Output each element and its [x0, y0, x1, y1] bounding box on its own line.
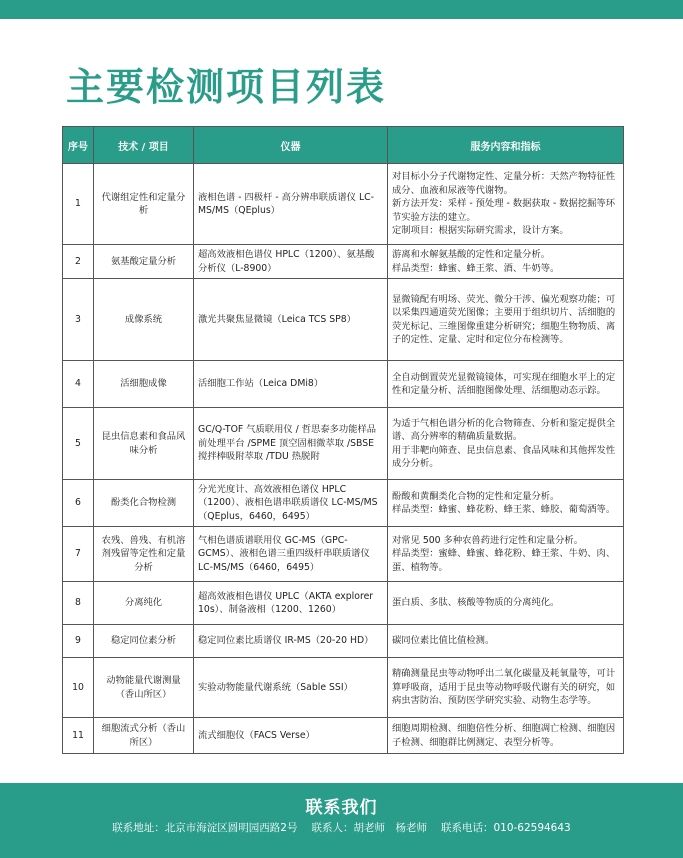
table-row: [63, 164, 624, 245]
footer-address: 联系地址：北京市海淀区圆明园西路2号: [112, 822, 298, 834]
row-service: 对常见 500 多种农兽药进行定性和定量分析。 样品类型：蜜蜂、蜂蜜、蜂花粉、蜂王浆、牛奶、肉、蛋、植物等。: [388, 527, 624, 582]
row-technique: 昆虫信息素和食品风味分析: [94, 408, 194, 480]
table-row: [63, 582, 624, 625]
row-number: 3: [63, 279, 94, 361]
footer-contact: 联系人：胡老师 杨老师: [311, 822, 427, 834]
table-row: [63, 718, 624, 754]
row-number: 11: [63, 718, 94, 754]
row-instrument: 激光共聚焦显微镜（Leica TCS SP8）: [194, 279, 388, 361]
header-service: 服务内容和指标: [388, 127, 624, 164]
table-row: [63, 361, 624, 408]
row-technique: 动物能量代谢测量（香山所区）: [94, 658, 194, 718]
row-instrument: 分光光度计、高效液相色谱仪 HPLC（1200）、液相色谱串联质谱仪 LC-MS/MS（QEplus，6460，6495）: [194, 480, 388, 527]
row-number: 2: [63, 245, 94, 279]
row-technique: 成像系统: [94, 279, 194, 361]
row-instrument: 超高效液相色谱仪 HPLC（1200）、氨基酸分析仪（L-8900）: [194, 245, 388, 279]
row-instrument: 稳定同位素比质谱仪 IR-MS（20-20 HD）: [194, 625, 388, 658]
table-row: [63, 625, 624, 658]
table-header-row: [63, 127, 624, 164]
row-instrument: 液相色谱 - 四极杆 - 高分辨串联质谱仪 LC-MS/MS（QEplus）: [194, 164, 388, 245]
header-tech: 技术 / 项目: [94, 127, 194, 164]
row-number: 9: [63, 625, 94, 658]
footer-info: [0, 820, 683, 835]
row-technique: 农残、兽残、有机溶剂残留等定性和定量分析: [94, 527, 194, 582]
row-service: 精确测量昆虫等动物呼出二氧化碳量及耗氧量等，可计算呼吸商，适用于昆虫等动物呼吸代谢有关的研究，如病虫害防治、预防医学研究实验、动物生态学等。: [388, 658, 624, 718]
contact-footer: [0, 783, 683, 858]
row-instrument: 流式细胞仪（FACS Verse）: [194, 718, 388, 754]
footer-phone: 联系电话：010-62594643: [440, 822, 571, 834]
inspection-items-table: [62, 126, 624, 754]
header-instrument: 仪器: [194, 127, 388, 164]
row-technique: 分离纯化: [94, 582, 194, 625]
row-service: 酚酸和黄酮类化合物的定性和定量分析。 样品类型：蜂蜜、蜂花粉、蜂王浆、蜂胶、葡萄酒等。: [388, 480, 624, 527]
table-row: [63, 527, 624, 582]
row-technique: 代谢组定性和定量分析: [94, 164, 194, 245]
row-service: 为适于气相色谱分析的化合物筛查、分析和鉴定提供全谱、高分辨率的精确质量数据。 用于非靶向筛查、昆虫信息素、食品风味和其他挥发性成分分析。: [388, 408, 624, 480]
row-number: 6: [63, 480, 94, 527]
row-technique: 酚类化合物检测: [94, 480, 194, 527]
row-technique: 活细胞成像: [94, 361, 194, 408]
row-number: 1: [63, 164, 94, 245]
table-row: [63, 480, 624, 527]
row-number: 7: [63, 527, 94, 582]
row-instrument: GC/Q-TOF 气质联用仪 / 哲思泰多功能样品前处理平台 /SPME 顶空固相微萃取 /SBSE 搅拌棒吸附萃取 /TDU 热脱附: [194, 408, 388, 480]
table-row: [63, 658, 624, 718]
row-number: 5: [63, 408, 94, 480]
row-service: 游离和水解氨基酸的定性和定量分析。 样品类型：蜂蜜、蜂王浆、酒、牛奶等。: [388, 245, 624, 279]
row-technique: 细胞流式分析（香山所区）: [94, 718, 194, 754]
row-instrument: 气相色谱质谱联用仪 GC-MS（GPC-GCMS）、液相色谱三重四级杆串联质谱仪 LC-MS/MS（6460，6495）: [194, 527, 388, 582]
table-row: [63, 245, 624, 279]
row-number: 8: [63, 582, 94, 625]
row-instrument: 超高效液相色谱仪 UPLC（AKTA explorer 10s）、制备液相（1200、1260）: [194, 582, 388, 625]
row-instrument: 实验动物能量代谢系统（Sable SSI）: [194, 658, 388, 718]
row-service: 显微镜配有明场、荧光、微分干涉、偏光观察功能；可以采集四通道荧光图像；主要用于组织切片、活细胞的荧光标记、三维图像重建分析研究；细胞生物物质、离子的定性、定量、定时和定位分布检测等。: [388, 279, 624, 361]
page-title: 主要检测项目列表: [66, 65, 387, 109]
row-service: 碳同位素比值比值检测。: [388, 625, 624, 658]
row-service: 对目标小分子代谢物定性、定量分析：天然产物特征性成分、血液和尿液等代谢物。 新方法开发：采样 - 预处理 - 数据获取 - 数据挖掘等环节实验方法的建立。 定制项目：根据实际研究需求，设计方案。: [388, 164, 624, 245]
table-row: [63, 408, 624, 480]
row-number: 10: [63, 658, 94, 718]
table-row: [63, 279, 624, 361]
row-service: 全自动倒置荧光显微镜镜体，可实现在细胞水平上的定性和定量分析、活细胞图像处理、活细胞动态示踪。: [388, 361, 624, 408]
row-service: 蛋白质、多肽、核酸等物质的分离纯化。: [388, 582, 624, 625]
top-accent-bar: [0, 0, 683, 19]
row-technique: 稳定同位素分析: [94, 625, 194, 658]
footer-title: 联系我们: [305, 798, 378, 818]
row-instrument: 活细胞工作站（Leica DMi8）: [194, 361, 388, 408]
row-number: 4: [63, 361, 94, 408]
row-service: 细胞周期检测、细胞倍性分析、细胞凋亡检测、细胞因子检测、细胞群比例测定、表型分析等。: [388, 718, 624, 754]
header-no: 序号: [63, 127, 94, 164]
row-technique: 氨基酸定量分析: [94, 245, 194, 279]
